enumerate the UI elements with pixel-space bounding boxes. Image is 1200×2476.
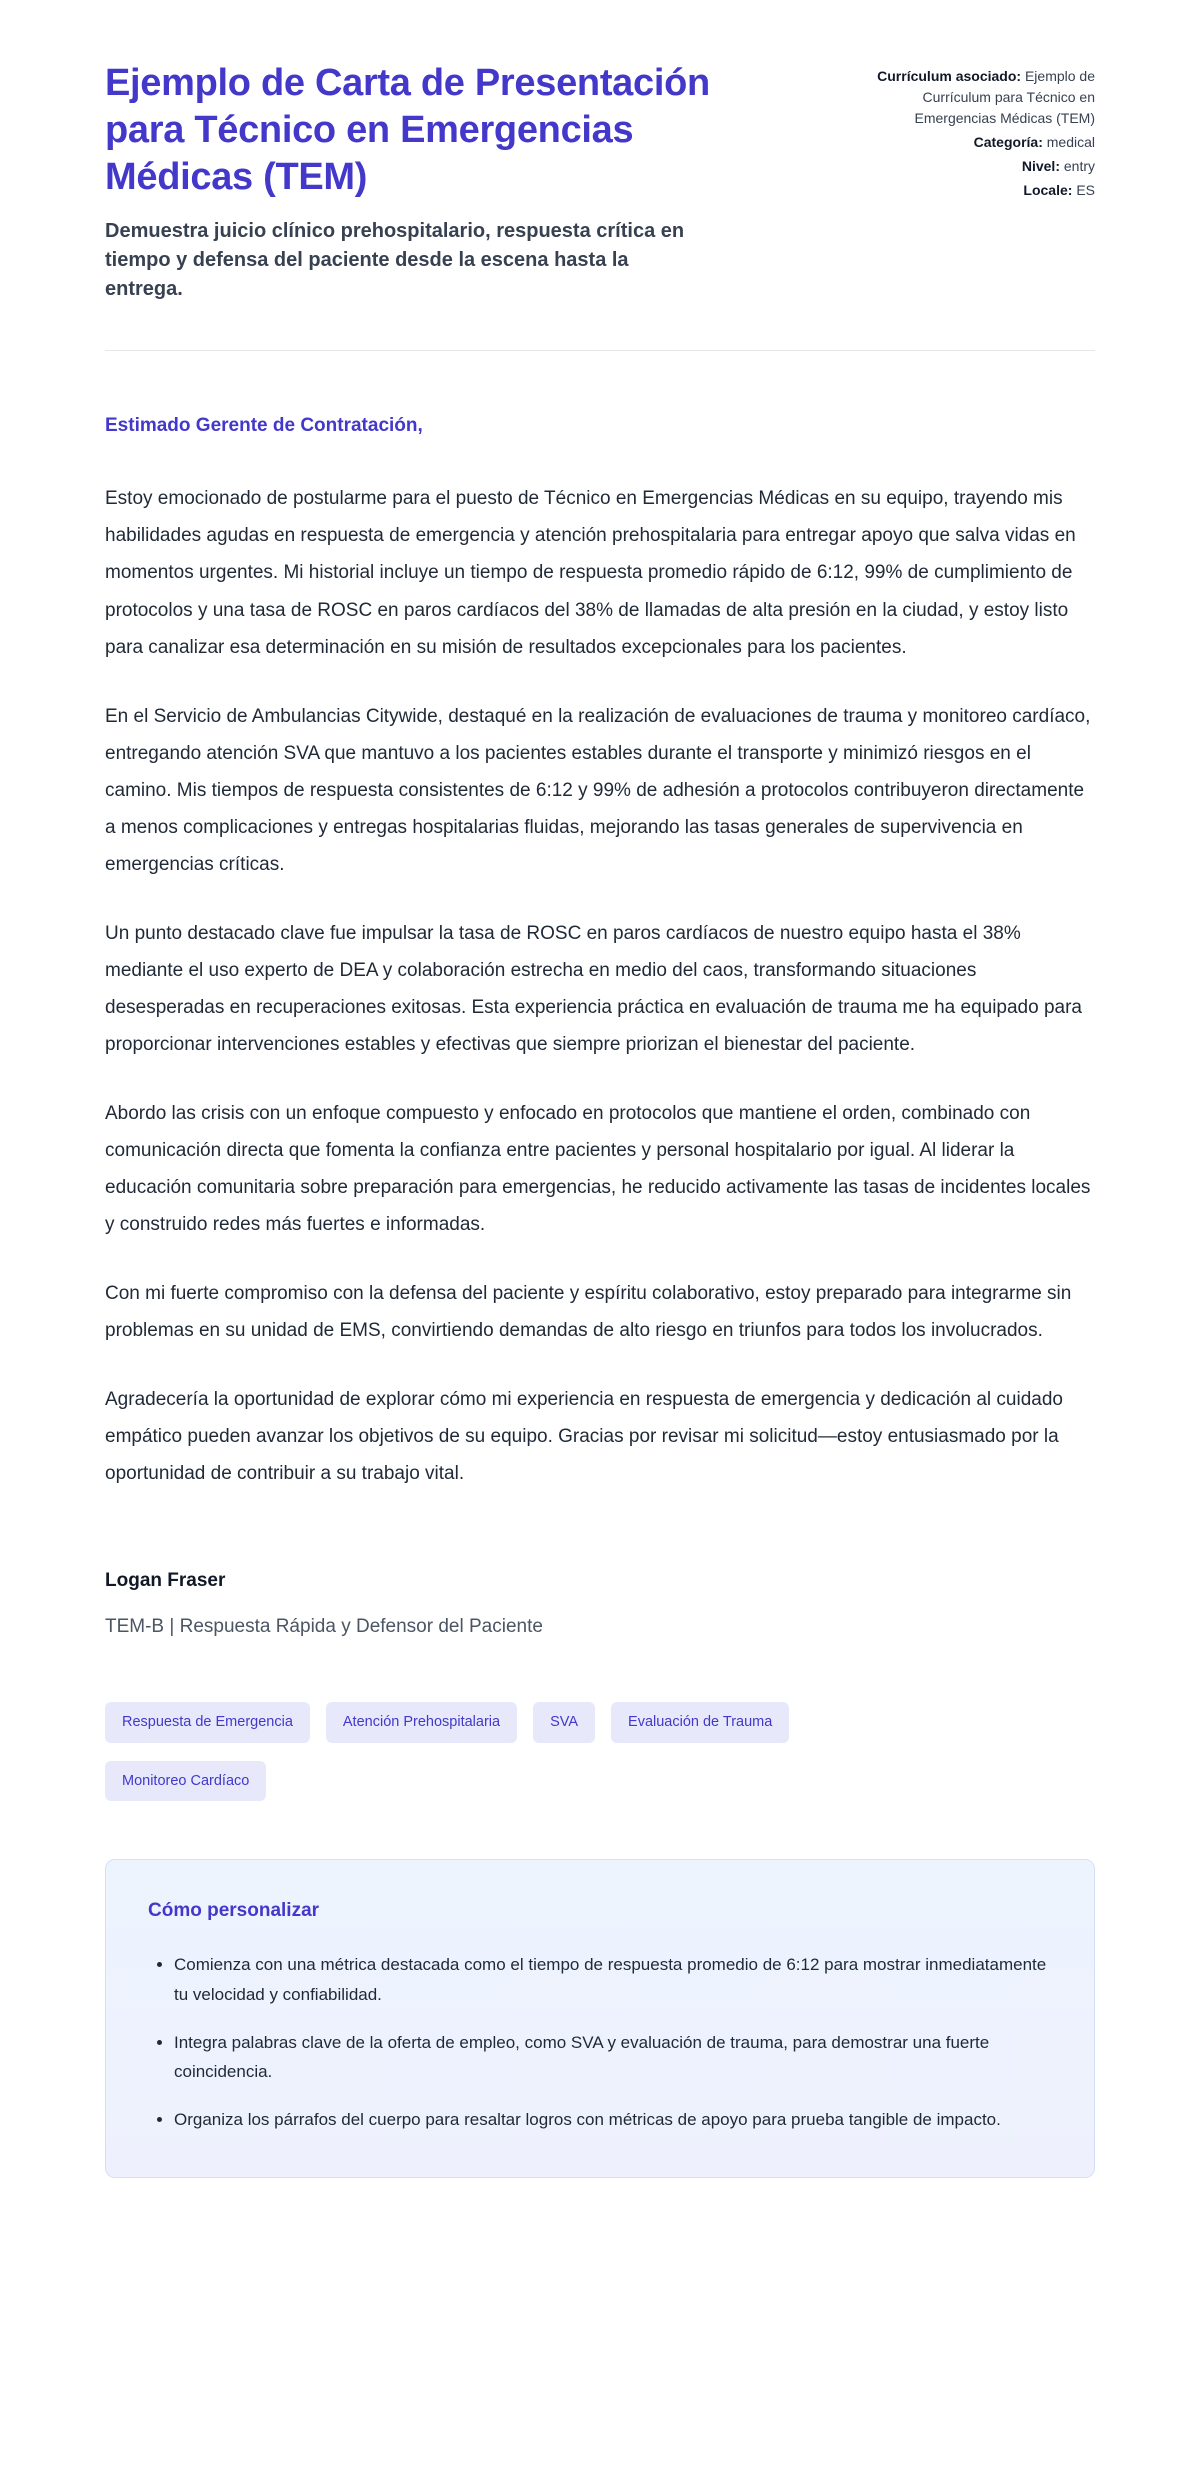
- meta-row-category: [870, 132, 1095, 153]
- meta-panel: [870, 60, 1095, 204]
- meta-label-locale: Locale:: [1023, 182, 1073, 198]
- letter-paragraph-5: Con mi fuerte compromiso con la defensa del paciente y espíritu colaborativo, estoy preparado para integrarme sin problemas en su unidad de EMS, convirtiendo demandas de alto riesgo en triunfos para todos los involucrados.: [105, 1283, 1072, 1342]
- how-to-item-1: • Comienza con una métrica destacada como el tiempo de respuesta promedio de 6:12 para mostrar inmediatamente tu velocidad y confiabilidad.: [174, 1950, 1052, 2010]
- letter-body: [105, 407, 1095, 1640]
- meta-label-category: Categoría:: [973, 134, 1043, 150]
- page-subtitle: Demuestra juicio clínico prehospitalario, respuesta crítica en tiempo y defensa del paciente desde la escena hasta la entrega.: [105, 220, 685, 301]
- tag-row-1: [105, 1702, 1095, 1743]
- page-title: Ejemplo de Carta de Presentación para Técnico en Emergencias Médicas (TEM): [105, 62, 710, 199]
- how-to-item-3: • Organiza los párrafos del cuerpo para resaltar logros con métricas de apoyo para prueba tangible de impacto.: [174, 2105, 1052, 2135]
- meta-row-resume: [870, 66, 1095, 129]
- page-header: [105, 60, 1095, 304]
- tag-chip-atencion-prehospitalaria[interactable]: Atención Prehospitalaria: [326, 1702, 517, 1743]
- letter-paragraph-2: En el Servicio de Ambulancias Citywide, destaqué en la realización de evaluaciones de trauma y monitoreo cardíaco, entregando atención SVA que mantuvo a los pacientes estables durante el transporte y minimizó riesgos en el camino. Mis tiempos de respuesta consistentes de 6:12 y 99% de adhesión a protocolos contribuyeron directamente a menos complicaciones y entregas hospitalarias fluidas, mejorando las tasas generales de supervivencia en emergencias críticas.: [105, 705, 1091, 875]
- meta-row-locale: [870, 180, 1095, 201]
- letter-paragraph-1: Estoy emocionado de postularme para el puesto de Técnico en Emergencias Médicas en su equipo, trayendo mis habilidades agudas en respuesta de emergencia y atención prehospitalaria para entregar apoyo que salva vidas en momentos urgentes. Mi historial incluye un tiempo de respuesta promedio rápido de 6:12, 99% de cumplimiento de protocolos y una tasa de ROSC en paros cardíacos del 38% de llamadas de alta presión en la ciudad, y estoy listo para canalizar esa determinación en su misión de resultados excepcionales para los pacientes.: [105, 488, 1076, 658]
- meta-value-locale: ES: [1076, 182, 1095, 198]
- tag-chip-evaluacion-de-trauma[interactable]: Evaluación de Trauma: [611, 1702, 789, 1743]
- letter-greeting: Estimado Gerente de Contratación,: [105, 415, 423, 437]
- letter-paragraph-3: Un punto destacado clave fue impulsar la tasa de ROSC en paros cardíacos de nuestro equipo hasta el 38% mediante el uso experto de DEA y colaboración estrecha en medio del caos, transformando situaciones desesperadas en recuperaciones exitosas. Esta experiencia práctica en evaluación de trauma me ha equipado para proporcionar intervenciones estables y efectivas que siempre priorizan el bienestar del paciente.: [105, 922, 1082, 1055]
- tag-list: [105, 1702, 1095, 1801]
- header-title-block: [105, 60, 730, 304]
- signature-title: TEM-B | Respuesta Rápida y Defensor del Paciente: [105, 1615, 543, 1637]
- how-to-title: Cómo personalizar: [148, 1900, 320, 1922]
- meta-value-level: entry: [1063, 158, 1095, 174]
- how-to-box: [105, 1859, 1095, 2178]
- how-to-list: [148, 1950, 1052, 2135]
- meta-value-resume: Ejemplo de Currículum para Técnico en Emergencias Médicas (TEM): [914, 68, 1095, 126]
- letter-paragraph-4: Abordo las crisis con un enfoque compuesto y enfocado en protocolos que mantiene el orden, combinado con comunicación directa que fomenta la confianza entre pacientes y personal hospitalario por igual. Al liderar la educación comunitaria sobre preparación para emergencias, he reducido activamente las tasas de incidentes locales y construido redes más fuertes e informadas.: [105, 1103, 1091, 1236]
- signature-name: Logan Fraser: [105, 1570, 226, 1592]
- tag-chip-monitoreo-cardiaco[interactable]: Monitoreo Cardíaco: [105, 1761, 266, 1802]
- meta-value-category: medical: [1046, 134, 1095, 150]
- how-to-item-2: • Integra palabras clave de la oferta de empleo, como SVA y evaluación de trauma, para demostrar una fuerte coincidencia.: [174, 2028, 1052, 2088]
- tag-chip-sva[interactable]: SVA: [533, 1702, 595, 1743]
- letter-paragraph-6: Agradecería la oportunidad de explorar cómo mi experiencia en respuesta de emergencia y dedicación al cuidado empático pueden avanzar los objetivos de su equipo. Gracias por revisar mi solicitud—estoy entusiasmado por la oportunidad de contribuir a su trabajo vital.: [105, 1389, 1063, 1485]
- meta-label-resume: Currículum asociado:: [877, 68, 1022, 84]
- header-divider: [105, 350, 1095, 351]
- tag-row-2: [105, 1761, 1095, 1802]
- meta-label-level: Nivel:: [1021, 158, 1060, 174]
- meta-row-level: [870, 156, 1095, 177]
- tag-chip-respuesta-de-emergencia[interactable]: Respuesta de Emergencia: [105, 1702, 310, 1743]
